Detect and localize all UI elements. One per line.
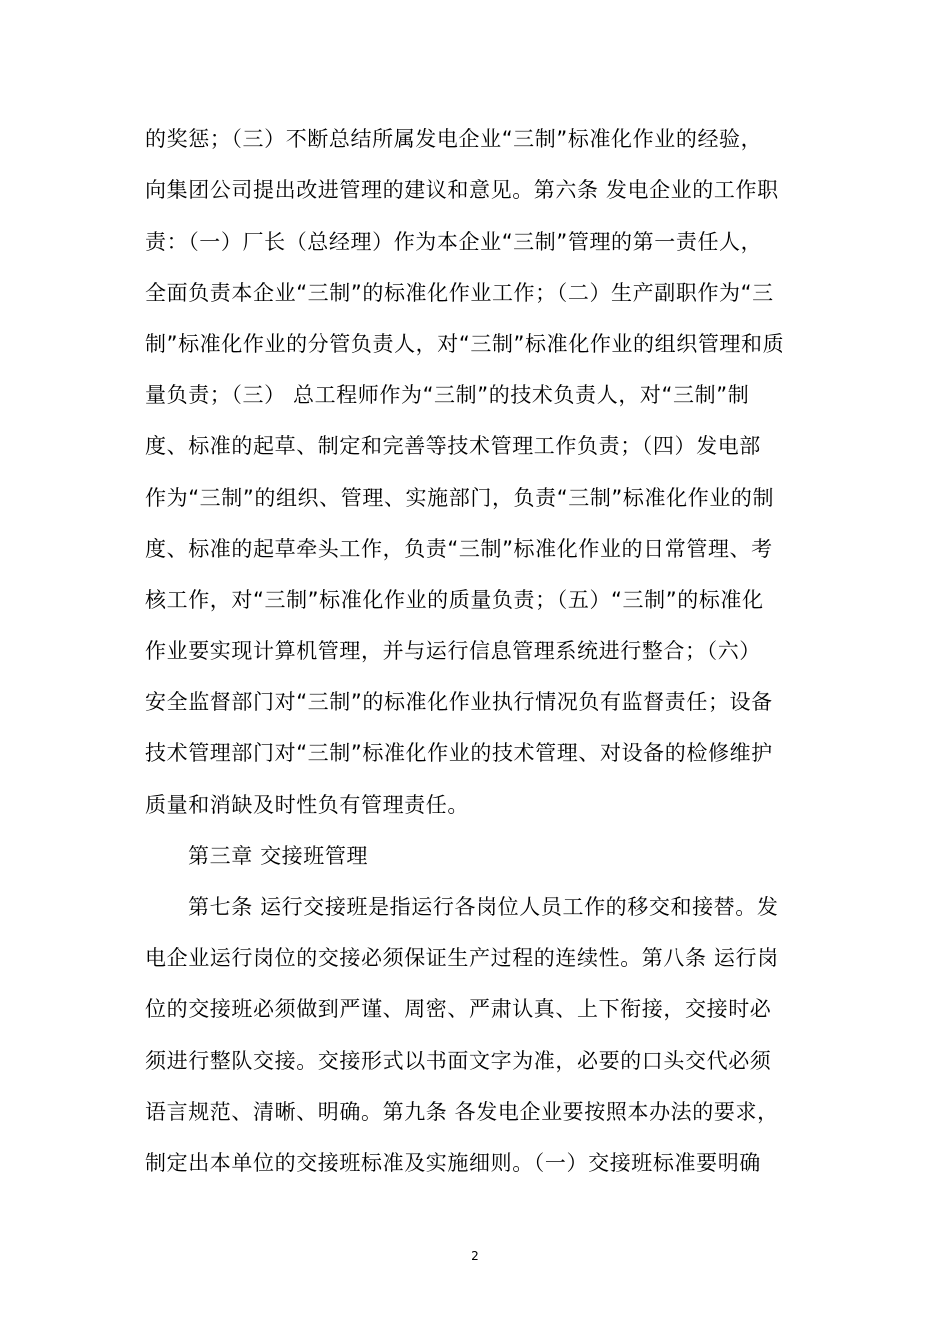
text-line: 向集团公司提出改进管理的建议和意见。第六条 发电企业的工作职: [145, 178, 779, 202]
text-line: 量负责；（三） 总工程师作为“三制”的技术负责人，对“三制”制: [145, 383, 750, 407]
page-number: 2: [471, 1249, 479, 1263]
text-line: 全面负责本企业“三制”的标准化作业工作；（二）生产副职作为“三: [145, 281, 774, 305]
text-line: 语言规范、清晰、明确。第九条 各发电企业要按照本办法的要求，: [145, 1100, 779, 1124]
text-line: 度、标准的起草、制定和完善等技术管理工作负责；（四）发电部: [145, 434, 761, 458]
text-line: 核工作，对“三制”标准化作业的质量负责；（五）“三制”的标准化: [145, 588, 764, 612]
text-line: 制定出本单位的交接班标准及实施细则。（一）交接班标准要明确: [145, 1151, 761, 1175]
text-line: 的奖惩；（三）不断总结所属发电企业“三制”标准化作业的经验，: [145, 127, 763, 151]
text-line: 安全监督部门对“三制”的标准化作业执行情况负有监督责任；设备: [145, 690, 773, 714]
text-line: 度、标准的起草牵头工作，负责“三制”标准化作业的日常管理、考: [145, 537, 773, 561]
text-line: 作业要实现计算机管理，并与运行信息管理系统进行整合；（六）: [145, 639, 761, 663]
text-line: 第七条 运行交接班是指运行各岗位人员工作的移交和接替。发: [188, 895, 779, 919]
text-line: 技术管理部门对“三制”标准化作业的技术管理、对设备的检修维护: [145, 741, 773, 765]
text-line: 作为“三制”的组织、管理、实施部门，负责“三制”标准化作业的制: [145, 486, 775, 510]
text-line: 质量和消缺及时性负有管理责任。: [145, 793, 469, 817]
text-line: 电企业运行岗位的交接必须保证生产过程的连续性。第八条 运行岗: [145, 946, 779, 970]
text-line: 制”标准化作业的分管负责人，对“三制”标准化作业的组织管理和质: [145, 332, 785, 356]
text-line: 位的交接班必须做到严谨、周密、严肃认真、上下衔接，交接时必: [145, 997, 772, 1021]
text-line: 责：（一）厂长（总经理）作为本企业“三制”管理的第一责任人，: [145, 230, 763, 254]
chapter-heading: 第三章 交接班管理: [188, 844, 369, 868]
text-line: 须进行整队交接。交接形式以书面文字为准，必要的口头交代必须: [145, 1049, 772, 1073]
